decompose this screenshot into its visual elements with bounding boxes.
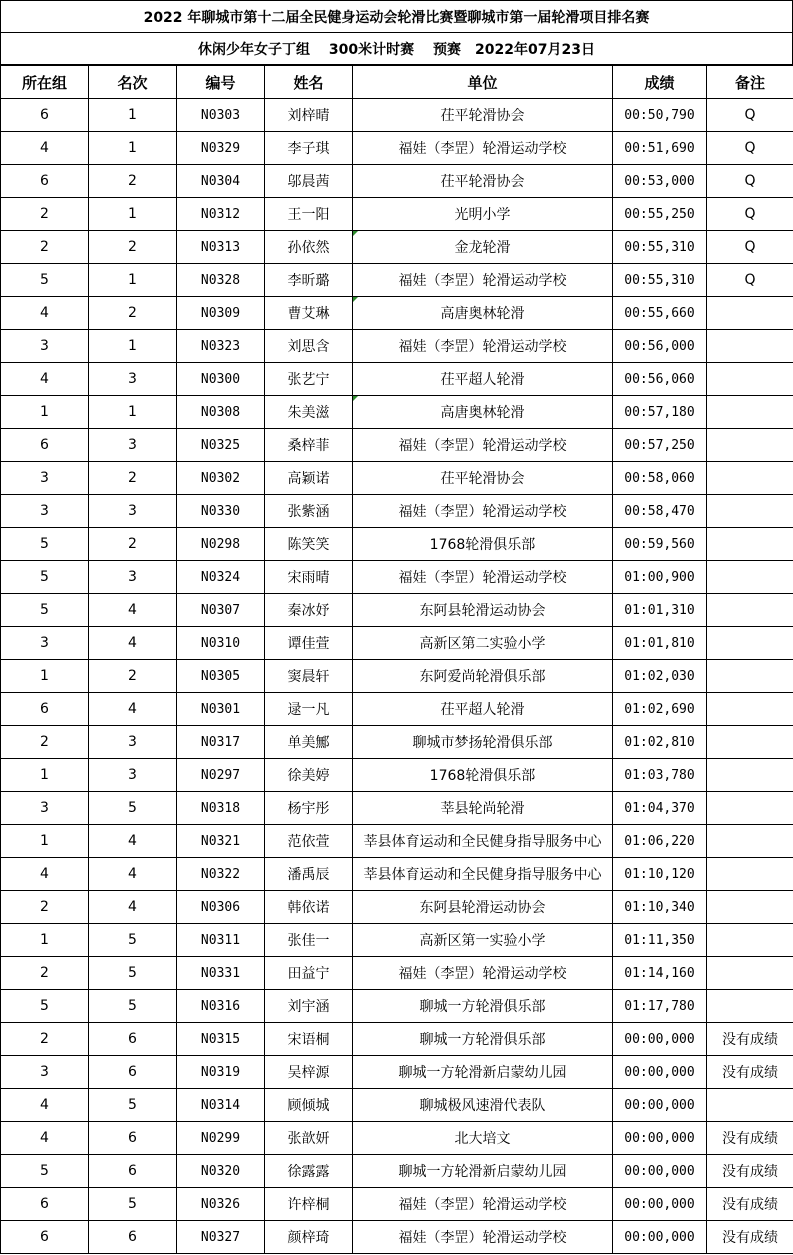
cell-unit: 高唐奥林轮滑 xyxy=(353,297,613,330)
cell-result: 00:55,250 xyxy=(613,198,707,231)
cell-number: N0322 xyxy=(177,858,265,891)
cell-number: N0320 xyxy=(177,1155,265,1188)
table-row xyxy=(1,891,793,924)
cell-remark xyxy=(707,528,793,561)
cell-group: 1 xyxy=(1,924,89,957)
cell-number: N0327 xyxy=(177,1221,265,1254)
cell-remark xyxy=(707,891,793,924)
cell-unit: 聊城一方轮滑新启蒙幼儿园 xyxy=(353,1155,613,1188)
cell-unit: 聊城一方轮滑俱乐部 xyxy=(353,1023,613,1056)
cell-result: 01:04,370 xyxy=(613,792,707,825)
cell-group: 6 xyxy=(1,1188,89,1221)
cell-rank: 3 xyxy=(89,429,177,462)
cell-rank: 4 xyxy=(89,594,177,627)
cell-unit: 福娃（李罡）轮滑运动学校 xyxy=(353,495,613,528)
cell-number: N0306 xyxy=(177,891,265,924)
cell-name: 刘宇涵 xyxy=(265,990,353,1023)
cell-rank: 3 xyxy=(89,726,177,759)
cell-rank: 2 xyxy=(89,231,177,264)
cell-result: 01:02,690 xyxy=(613,693,707,726)
cell-name: 陈笑笑 xyxy=(265,528,353,561)
cell-number: N0317 xyxy=(177,726,265,759)
cell-unit: 1768轮滑俱乐部 xyxy=(353,528,613,561)
cell-result: 00:50,790 xyxy=(613,99,707,132)
cell-number: N0301 xyxy=(177,693,265,726)
cell-name: 刘梓晴 xyxy=(265,99,353,132)
cell-rank: 1 xyxy=(89,99,177,132)
cell-remark xyxy=(707,297,793,330)
cell-number: N0316 xyxy=(177,990,265,1023)
cell-group: 3 xyxy=(1,1056,89,1089)
cell-number: N0328 xyxy=(177,264,265,297)
cell-unit: 北大培文 xyxy=(353,1122,613,1155)
header-name: 姓名 xyxy=(265,66,353,99)
cell-number: N0304 xyxy=(177,165,265,198)
cell-group: 2 xyxy=(1,891,89,924)
table-row xyxy=(1,1089,793,1122)
cell-unit: 高唐奥林轮滑 xyxy=(353,396,613,429)
table-row xyxy=(1,957,793,990)
cell-remark: 没有成绩 xyxy=(707,1155,793,1188)
cell-result: 00:00,000 xyxy=(613,1089,707,1122)
cell-group: 5 xyxy=(1,561,89,594)
table-header-row xyxy=(1,66,793,99)
cell-name: 单美鄦 xyxy=(265,726,353,759)
cell-result: 01:03,780 xyxy=(613,759,707,792)
cell-rank: 4 xyxy=(89,693,177,726)
cell-unit: 福娃（李罡）轮滑运动学校 xyxy=(353,264,613,297)
cell-name: 宋雨晴 xyxy=(265,561,353,594)
cell-rank: 1 xyxy=(89,396,177,429)
cell-remark xyxy=(707,396,793,429)
cell-name: 张佳一 xyxy=(265,924,353,957)
cell-remark xyxy=(707,759,793,792)
cell-remark xyxy=(707,561,793,594)
cell-group: 4 xyxy=(1,132,89,165)
cell-result: 00:55,310 xyxy=(613,231,707,264)
cell-result: 00:00,000 xyxy=(613,1221,707,1254)
cell-result: 00:55,310 xyxy=(613,264,707,297)
cell-remark: 没有成绩 xyxy=(707,1188,793,1221)
cell-rank: 3 xyxy=(89,759,177,792)
cell-result: 00:58,470 xyxy=(613,495,707,528)
cell-remark: 没有成绩 xyxy=(707,1122,793,1155)
cell-group: 3 xyxy=(1,792,89,825)
cell-number: N0310 xyxy=(177,627,265,660)
cell-rank: 1 xyxy=(89,132,177,165)
cell-unit: 福娃（李罡）轮滑运动学校 xyxy=(353,561,613,594)
cell-name: 谭佳萱 xyxy=(265,627,353,660)
table-row xyxy=(1,198,793,231)
cell-name: 张艺宁 xyxy=(265,363,353,396)
cell-group: 1 xyxy=(1,660,89,693)
cell-group: 6 xyxy=(1,429,89,462)
table-row xyxy=(1,858,793,891)
cell-rank: 5 xyxy=(89,990,177,1023)
cell-result: 01:17,780 xyxy=(613,990,707,1023)
header-result: 成绩 xyxy=(613,66,707,99)
cell-unit: 东阿县轮滑运动协会 xyxy=(353,594,613,627)
table-row xyxy=(1,1188,793,1221)
cell-group: 3 xyxy=(1,495,89,528)
cell-rank: 2 xyxy=(89,462,177,495)
cell-name: 秦冰妤 xyxy=(265,594,353,627)
cell-name: 顾倾城 xyxy=(265,1089,353,1122)
cell-number: N0321 xyxy=(177,825,265,858)
cell-number: N0325 xyxy=(177,429,265,462)
cell-result: 00:57,180 xyxy=(613,396,707,429)
cell-result: 01:11,350 xyxy=(613,924,707,957)
cell-rank: 4 xyxy=(89,891,177,924)
cell-result: 00:51,690 xyxy=(613,132,707,165)
cell-unit: 莘县轮尚轮滑 xyxy=(353,792,613,825)
cell-number: N0312 xyxy=(177,198,265,231)
cell-name: 李昕璐 xyxy=(265,264,353,297)
cell-unit: 聊城一方轮滑俱乐部 xyxy=(353,990,613,1023)
cell-remark xyxy=(707,693,793,726)
cell-rank: 4 xyxy=(89,627,177,660)
cell-unit: 茌平轮滑协会 xyxy=(353,462,613,495)
cell-unit: 东阿县轮滑运动协会 xyxy=(353,891,613,924)
cell-unit: 聊城一方轮滑新启蒙幼儿园 xyxy=(353,1056,613,1089)
table-row xyxy=(1,561,793,594)
cell-name: 颜梓琦 xyxy=(265,1221,353,1254)
cell-number: N0319 xyxy=(177,1056,265,1089)
cell-name: 逯一凡 xyxy=(265,693,353,726)
table-row xyxy=(1,297,793,330)
cell-result: 00:55,660 xyxy=(613,297,707,330)
cell-name: 徐美婷 xyxy=(265,759,353,792)
cell-group: 4 xyxy=(1,1089,89,1122)
cell-result: 00:00,000 xyxy=(613,1023,707,1056)
cell-rank: 6 xyxy=(89,1155,177,1188)
cell-number: N0305 xyxy=(177,660,265,693)
cell-rank: 3 xyxy=(89,363,177,396)
cell-rank: 5 xyxy=(89,924,177,957)
table-row xyxy=(1,726,793,759)
table-row xyxy=(1,693,793,726)
header-remark: 备注 xyxy=(707,66,793,99)
cell-remark xyxy=(707,627,793,660)
cell-name: 宋语桐 xyxy=(265,1023,353,1056)
cell-remark xyxy=(707,660,793,693)
header-rank: 名次 xyxy=(89,66,177,99)
cell-unit: 光明小学 xyxy=(353,198,613,231)
cell-unit: 福娃（李罡）轮滑运动学校 xyxy=(353,1221,613,1254)
cell-number: N0331 xyxy=(177,957,265,990)
cell-rank: 5 xyxy=(89,792,177,825)
cell-unit: 1768轮滑俱乐部 xyxy=(353,759,613,792)
event-subtitle: 休闲少年女子丁组 300米计时赛 预赛 2022年07月23日 xyxy=(0,33,793,65)
cell-unit: 高新区第二实验小学 xyxy=(353,627,613,660)
cell-group: 1 xyxy=(1,396,89,429)
cell-group: 3 xyxy=(1,330,89,363)
cell-group: 4 xyxy=(1,363,89,396)
cell-group: 2 xyxy=(1,1023,89,1056)
cell-result: 00:58,060 xyxy=(613,462,707,495)
table-row xyxy=(1,1155,793,1188)
cell-number: N0307 xyxy=(177,594,265,627)
cell-remark xyxy=(707,363,793,396)
cell-rank: 4 xyxy=(89,825,177,858)
cell-remark xyxy=(707,990,793,1023)
cell-name: 田益宁 xyxy=(265,957,353,990)
cell-number: N0311 xyxy=(177,924,265,957)
cell-group: 1 xyxy=(1,759,89,792)
table-row xyxy=(1,363,793,396)
cell-number: N0303 xyxy=(177,99,265,132)
cell-name: 张紫涵 xyxy=(265,495,353,528)
table-row xyxy=(1,1023,793,1056)
cell-remark: Q xyxy=(707,198,793,231)
cell-result: 01:02,810 xyxy=(613,726,707,759)
cell-result: 01:01,310 xyxy=(613,594,707,627)
cell-number: N0314 xyxy=(177,1089,265,1122)
cell-group: 4 xyxy=(1,297,89,330)
cell-number: N0297 xyxy=(177,759,265,792)
cell-remark xyxy=(707,330,793,363)
cell-result: 01:14,160 xyxy=(613,957,707,990)
table-row xyxy=(1,231,793,264)
cell-number: N0318 xyxy=(177,792,265,825)
cell-group: 4 xyxy=(1,1122,89,1155)
cell-unit: 莘县体育运动和全民健身指导服务中心 xyxy=(353,858,613,891)
cell-result: 00:00,000 xyxy=(613,1188,707,1221)
cell-remark xyxy=(707,825,793,858)
cell-number: N0300 xyxy=(177,363,265,396)
cell-remark xyxy=(707,726,793,759)
cell-unit: 福娃（李罡）轮滑运动学校 xyxy=(353,132,613,165)
cell-unit: 茌平超人轮滑 xyxy=(353,693,613,726)
cell-remark xyxy=(707,495,793,528)
cell-name: 曹艾琳 xyxy=(265,297,353,330)
header-unit: 单位 xyxy=(353,66,613,99)
cell-rank: 2 xyxy=(89,660,177,693)
cell-remark: 没有成绩 xyxy=(707,1056,793,1089)
cell-unit: 茌平轮滑协会 xyxy=(353,165,613,198)
cell-rank: 6 xyxy=(89,1023,177,1056)
cell-result: 00:56,060 xyxy=(613,363,707,396)
cell-group: 2 xyxy=(1,231,89,264)
cell-name: 范依萱 xyxy=(265,825,353,858)
cell-group: 2 xyxy=(1,726,89,759)
table-row xyxy=(1,99,793,132)
cell-name: 王一阳 xyxy=(265,198,353,231)
table-row xyxy=(1,396,793,429)
cell-result: 00:00,000 xyxy=(613,1155,707,1188)
cell-result: 01:02,030 xyxy=(613,660,707,693)
cell-unit: 聊城市梦扬轮滑俱乐部 xyxy=(353,726,613,759)
cell-remark xyxy=(707,594,793,627)
cell-rank: 4 xyxy=(89,858,177,891)
cell-group: 5 xyxy=(1,594,89,627)
header-group: 所在组 xyxy=(1,66,89,99)
cell-number: N0298 xyxy=(177,528,265,561)
cell-name: 刘思含 xyxy=(265,330,353,363)
cell-result: 01:00,900 xyxy=(613,561,707,594)
results-table xyxy=(0,65,793,1254)
table-row xyxy=(1,1122,793,1155)
cell-name: 潘禹辰 xyxy=(265,858,353,891)
cell-number: N0329 xyxy=(177,132,265,165)
cell-rank: 3 xyxy=(89,561,177,594)
cell-result: 01:10,340 xyxy=(613,891,707,924)
cell-remark xyxy=(707,1089,793,1122)
cell-rank: 3 xyxy=(89,495,177,528)
cell-group: 5 xyxy=(1,1155,89,1188)
cell-remark: Q xyxy=(707,165,793,198)
cell-name: 高颖诺 xyxy=(265,462,353,495)
table-row xyxy=(1,990,793,1023)
cell-remark xyxy=(707,924,793,957)
cell-number: N0326 xyxy=(177,1188,265,1221)
cell-rank: 1 xyxy=(89,330,177,363)
table-row xyxy=(1,495,793,528)
cell-remark xyxy=(707,429,793,462)
cell-number: N0323 xyxy=(177,330,265,363)
cell-group: 4 xyxy=(1,858,89,891)
cell-unit: 高新区第一实验小学 xyxy=(353,924,613,957)
table-row xyxy=(1,660,793,693)
cell-group: 2 xyxy=(1,198,89,231)
table-row xyxy=(1,264,793,297)
cell-name: 孙依然 xyxy=(265,231,353,264)
cell-group: 1 xyxy=(1,825,89,858)
cell-unit: 聊城极风速滑代表队 xyxy=(353,1089,613,1122)
cell-rank: 1 xyxy=(89,198,177,231)
cell-rank: 1 xyxy=(89,264,177,297)
cell-number: N0313 xyxy=(177,231,265,264)
cell-group: 3 xyxy=(1,462,89,495)
cell-group: 5 xyxy=(1,264,89,297)
cell-unit: 茌平轮滑协会 xyxy=(353,99,613,132)
cell-remark xyxy=(707,792,793,825)
cell-remark: Q xyxy=(707,231,793,264)
cell-unit: 福娃（李罡）轮滑运动学校 xyxy=(353,330,613,363)
cell-rank: 2 xyxy=(89,165,177,198)
table-row xyxy=(1,528,793,561)
table-row xyxy=(1,132,793,165)
cell-result: 00:59,560 xyxy=(613,528,707,561)
cell-rank: 6 xyxy=(89,1122,177,1155)
table-row xyxy=(1,165,793,198)
cell-result: 01:06,220 xyxy=(613,825,707,858)
cell-result: 00:00,000 xyxy=(613,1122,707,1155)
cell-number: N0302 xyxy=(177,462,265,495)
cell-name: 李子琪 xyxy=(265,132,353,165)
cell-unit: 金龙轮滑 xyxy=(353,231,613,264)
cell-name: 许梓桐 xyxy=(265,1188,353,1221)
table-row xyxy=(1,924,793,957)
cell-number: N0308 xyxy=(177,396,265,429)
cell-rank: 5 xyxy=(89,1188,177,1221)
cell-number: N0324 xyxy=(177,561,265,594)
cell-group: 5 xyxy=(1,528,89,561)
cell-unit: 茌平超人轮滑 xyxy=(353,363,613,396)
cell-number: N0330 xyxy=(177,495,265,528)
cell-number: N0315 xyxy=(177,1023,265,1056)
cell-result: 00:57,250 xyxy=(613,429,707,462)
cell-remark: 没有成绩 xyxy=(707,1023,793,1056)
cell-number: N0299 xyxy=(177,1122,265,1155)
table-row xyxy=(1,825,793,858)
cell-group: 6 xyxy=(1,165,89,198)
cell-result: 00:56,000 xyxy=(613,330,707,363)
cell-rank: 5 xyxy=(89,957,177,990)
cell-unit: 福娃（李罡）轮滑运动学校 xyxy=(353,429,613,462)
cell-remark: Q xyxy=(707,99,793,132)
header-number: 编号 xyxy=(177,66,265,99)
cell-name: 吴梓源 xyxy=(265,1056,353,1089)
cell-group: 3 xyxy=(1,627,89,660)
cell-group: 6 xyxy=(1,693,89,726)
cell-rank: 2 xyxy=(89,297,177,330)
cell-name: 桑梓菲 xyxy=(265,429,353,462)
table-row xyxy=(1,594,793,627)
cell-number: N0309 xyxy=(177,297,265,330)
cell-name: 窦晨轩 xyxy=(265,660,353,693)
cell-name: 韩依诺 xyxy=(265,891,353,924)
cell-group: 6 xyxy=(1,99,89,132)
cell-result: 00:00,000 xyxy=(613,1056,707,1089)
cell-unit: 福娃（李罡）轮滑运动学校 xyxy=(353,1188,613,1221)
cell-remark: Q xyxy=(707,132,793,165)
cell-remark xyxy=(707,957,793,990)
cell-unit: 福娃（李罡）轮滑运动学校 xyxy=(353,957,613,990)
cell-remark xyxy=(707,858,793,891)
table-row xyxy=(1,330,793,363)
table-row xyxy=(1,627,793,660)
cell-rank: 2 xyxy=(89,528,177,561)
cell-unit: 莘县体育运动和全民健身指导服务中心 xyxy=(353,825,613,858)
cell-remark: Q xyxy=(707,264,793,297)
table-row xyxy=(1,759,793,792)
cell-result: 01:10,120 xyxy=(613,858,707,891)
table-row xyxy=(1,462,793,495)
table-row xyxy=(1,792,793,825)
cell-rank: 5 xyxy=(89,1089,177,1122)
cell-unit: 东阿爱尚轮滑俱乐部 xyxy=(353,660,613,693)
table-row xyxy=(1,429,793,462)
cell-remark xyxy=(707,462,793,495)
cell-rank: 6 xyxy=(89,1221,177,1254)
cell-group: 5 xyxy=(1,990,89,1023)
cell-result: 01:01,810 xyxy=(613,627,707,660)
cell-group: 6 xyxy=(1,1221,89,1254)
cell-rank: 6 xyxy=(89,1056,177,1089)
cell-group: 2 xyxy=(1,957,89,990)
cell-name: 张歆妍 xyxy=(265,1122,353,1155)
cell-name: 杨宇彤 xyxy=(265,792,353,825)
page-title: 2022 年聊城市第十二届全民健身运动会轮滑比赛暨聊城市第一届轮滑项目排名赛 xyxy=(0,1,793,33)
cell-name: 徐露露 xyxy=(265,1155,353,1188)
cell-result: 00:53,000 xyxy=(613,165,707,198)
table-row xyxy=(1,1056,793,1089)
cell-name: 邬晨茜 xyxy=(265,165,353,198)
table-row xyxy=(1,1221,793,1254)
cell-name: 朱美滋 xyxy=(265,396,353,429)
table-body xyxy=(1,99,793,1254)
cell-remark: 没有成绩 xyxy=(707,1221,793,1254)
